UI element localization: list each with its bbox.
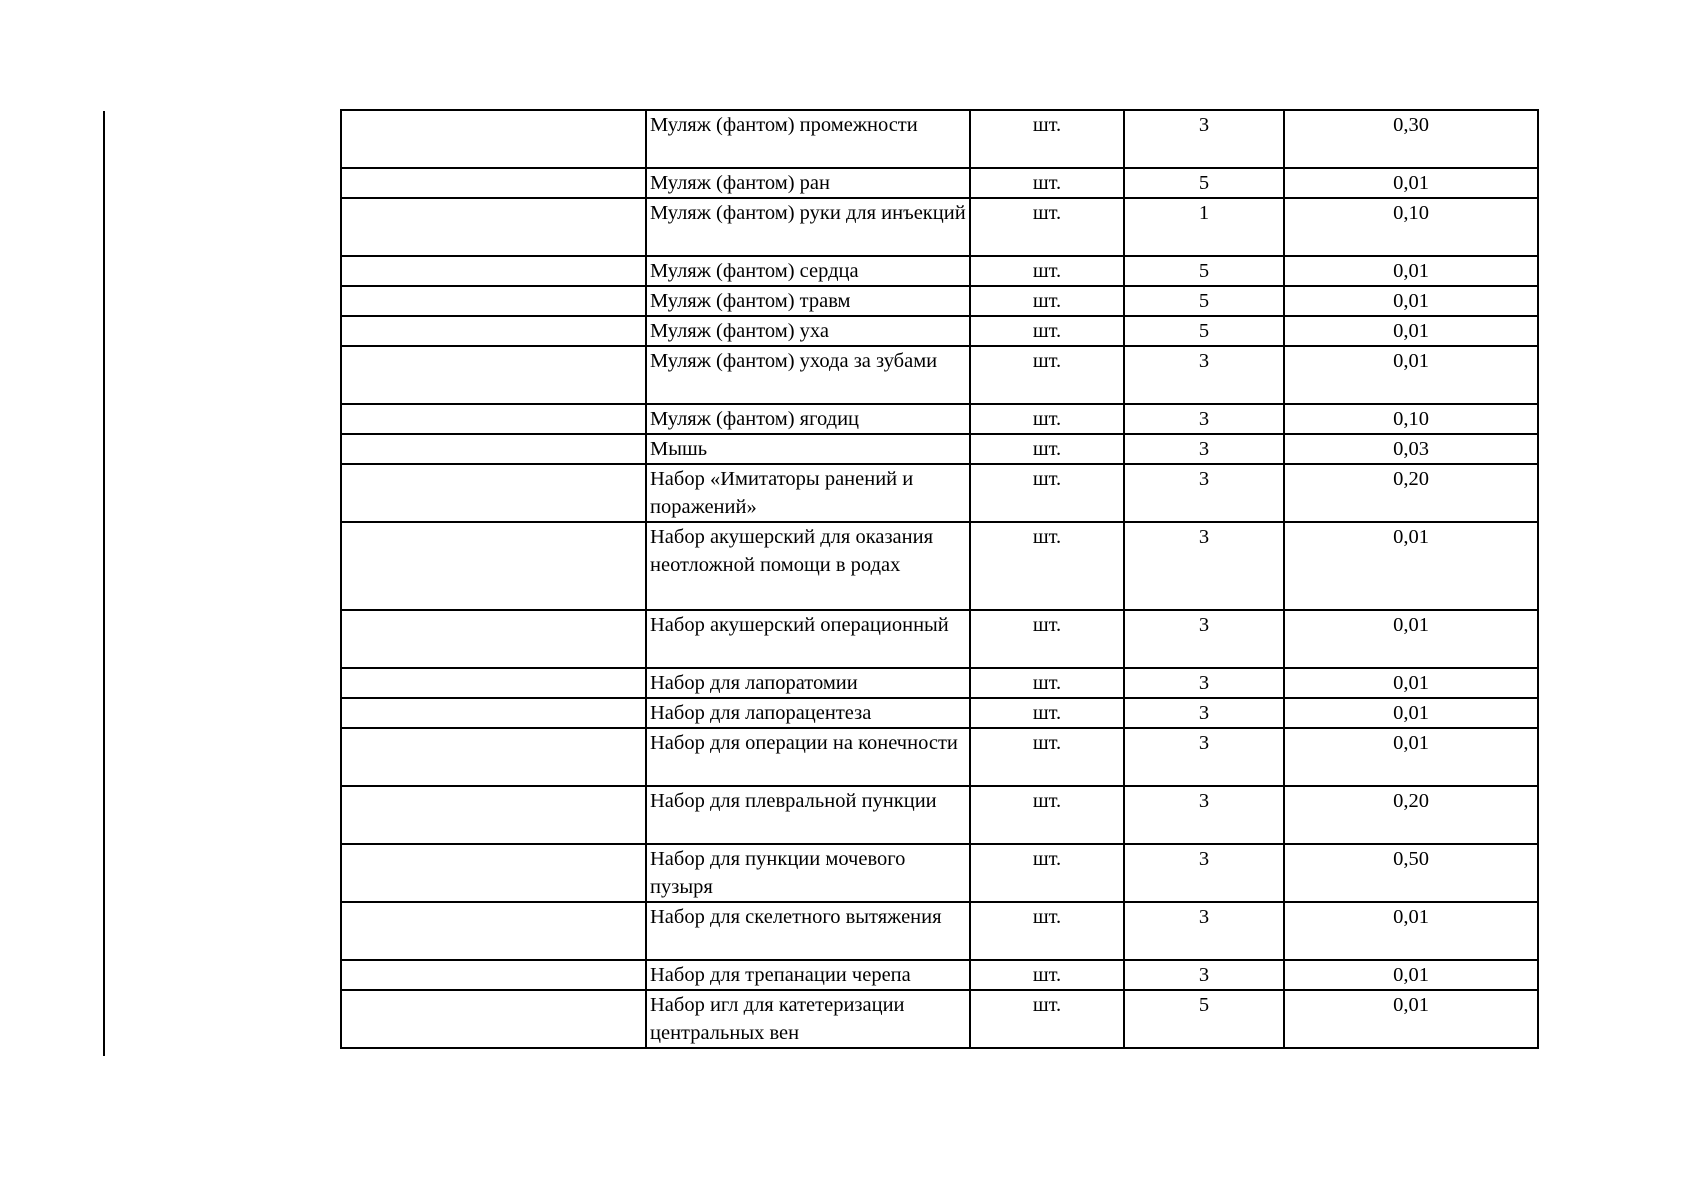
quantity-cell: 5 [1124,256,1284,286]
table-row [341,902,1538,960]
value-cell: 0,01 [1284,286,1538,316]
left-margin-line [103,111,105,1056]
unit-cell: шт. [970,990,1124,1048]
value-cell: 0,20 [1284,786,1538,844]
table-row [341,844,1538,902]
table-row [341,668,1538,698]
unit-cell: шт. [970,698,1124,728]
category-cell [341,698,646,728]
quantity-cell: 3 [1124,522,1284,610]
value-cell: 0,03 [1284,434,1538,464]
table-row [341,960,1538,990]
value-cell: 0,01 [1284,902,1538,960]
table-row [341,404,1538,434]
quantity-cell: 3 [1124,434,1284,464]
category-cell [341,286,646,316]
table-row [341,728,1538,786]
unit-cell: шт. [970,522,1124,610]
table-row [341,286,1538,316]
value-cell: 0,20 [1284,464,1538,522]
quantity-cell: 3 [1124,902,1284,960]
item-name-cell: Муляж (фантом) ухода за зубами [646,346,970,404]
item-name-cell: Набор акушерский для оказания неотложной помощи в родах [646,522,970,610]
table-row [341,464,1538,522]
item-name-cell: Набор для операции на конечности [646,728,970,786]
value-cell: 0,01 [1284,346,1538,404]
quantity-cell: 3 [1124,668,1284,698]
quantity-cell: 3 [1124,610,1284,668]
category-cell [341,728,646,786]
table-row [341,198,1538,256]
value-cell: 0,01 [1284,668,1538,698]
quantity-cell: 5 [1124,168,1284,198]
unit-cell: шт. [970,610,1124,668]
value-cell: 0,01 [1284,316,1538,346]
unit-cell: шт. [970,960,1124,990]
unit-cell: шт. [970,198,1124,256]
value-cell: 0,01 [1284,960,1538,990]
item-name-cell: Набор для скелетного вытяжения [646,902,970,960]
quantity-cell: 1 [1124,198,1284,256]
unit-cell: шт. [970,668,1124,698]
category-cell [341,346,646,404]
item-name-cell: Муляж (фантом) промежности [646,110,970,168]
quantity-cell: 3 [1124,728,1284,786]
value-cell: 0,01 [1284,256,1538,286]
category-cell [341,960,646,990]
quantity-cell: 3 [1124,110,1284,168]
table-row [341,698,1538,728]
equipment-table [340,109,1539,1049]
item-name-cell: Набор для пункции мочевого пузыря [646,844,970,902]
category-cell [341,198,646,256]
unit-cell: шт. [970,168,1124,198]
item-name-cell: Мышь [646,434,970,464]
quantity-cell: 3 [1124,786,1284,844]
unit-cell: шт. [970,844,1124,902]
value-cell: 0,50 [1284,844,1538,902]
category-cell [341,522,646,610]
category-cell [341,316,646,346]
item-name-cell: Набор для трепанации черепа [646,960,970,990]
unit-cell: шт. [970,286,1124,316]
item-name-cell: Муляж (фантом) сердца [646,256,970,286]
item-name-cell: Муляж (фантом) уха [646,316,970,346]
unit-cell: шт. [970,434,1124,464]
unit-cell: шт. [970,728,1124,786]
quantity-cell: 3 [1124,960,1284,990]
quantity-cell: 3 [1124,464,1284,522]
category-cell [341,990,646,1048]
category-cell [341,404,646,434]
unit-cell: шт. [970,110,1124,168]
table-row [341,346,1538,404]
table-row [341,522,1538,610]
value-cell: 0,30 [1284,110,1538,168]
table-row [341,610,1538,668]
unit-cell: шт. [970,464,1124,522]
category-cell [341,464,646,522]
category-cell [341,110,646,168]
table-row [341,110,1538,168]
value-cell: 0,01 [1284,610,1538,668]
unit-cell: шт. [970,404,1124,434]
quantity-cell: 5 [1124,286,1284,316]
item-name-cell: Набор для лапорацентеза [646,698,970,728]
unit-cell: шт. [970,346,1124,404]
quantity-cell: 5 [1124,316,1284,346]
category-cell [341,844,646,902]
value-cell: 0,10 [1284,404,1538,434]
item-name-cell: Муляж (фантом) руки для инъекций [646,198,970,256]
quantity-cell: 3 [1124,404,1284,434]
unit-cell: шт. [970,316,1124,346]
quantity-cell: 3 [1124,698,1284,728]
quantity-cell: 3 [1124,346,1284,404]
table-row [341,990,1538,1048]
unit-cell: шт. [970,786,1124,844]
unit-cell: шт. [970,902,1124,960]
item-name-cell: Набор «Имитаторы ранений и поражений» [646,464,970,522]
value-cell: 0,01 [1284,698,1538,728]
item-name-cell: Набор для лапоратомии [646,668,970,698]
value-cell: 0,10 [1284,198,1538,256]
item-name-cell: Набор игл для катетеризации центральных вен [646,990,970,1048]
value-cell: 0,01 [1284,728,1538,786]
table-row [341,316,1538,346]
category-cell [341,902,646,960]
table-row [341,434,1538,464]
item-name-cell: Муляж (фантом) ран [646,168,970,198]
quantity-cell: 3 [1124,844,1284,902]
quantity-cell: 5 [1124,990,1284,1048]
category-cell [341,434,646,464]
item-name-cell: Набор для плевральной пункции [646,786,970,844]
table-row [341,256,1538,286]
item-name-cell: Набор акушерский операционный [646,610,970,668]
value-cell: 0,01 [1284,168,1538,198]
table-row [341,786,1538,844]
value-cell: 0,01 [1284,990,1538,1048]
item-name-cell: Муляж (фантом) травм [646,286,970,316]
category-cell [341,786,646,844]
category-cell [341,168,646,198]
table-row [341,168,1538,198]
category-cell [341,668,646,698]
category-cell [341,256,646,286]
unit-cell: шт. [970,256,1124,286]
item-name-cell: Муляж (фантом) ягодиц [646,404,970,434]
value-cell: 0,01 [1284,522,1538,610]
category-cell [341,610,646,668]
